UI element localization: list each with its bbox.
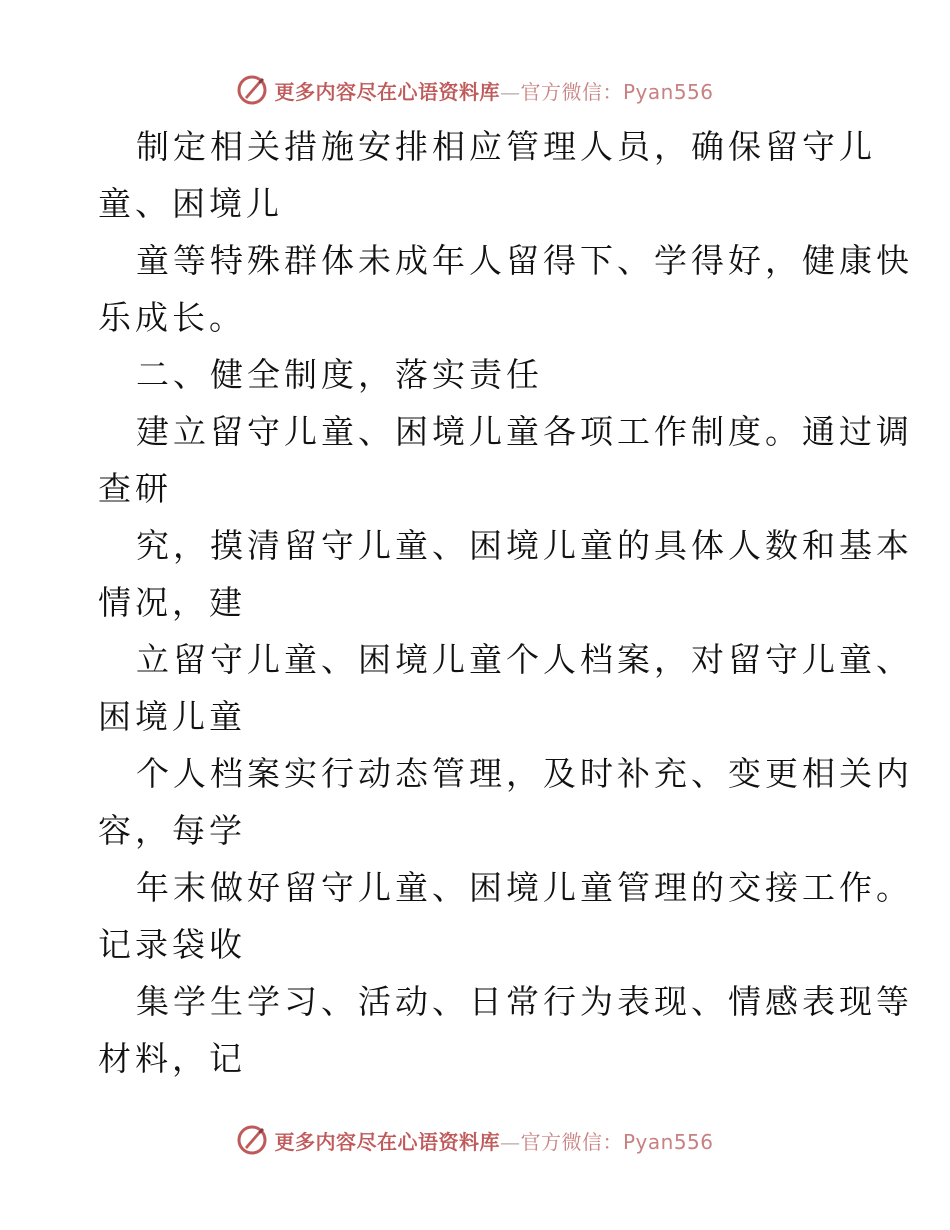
text-line: 年末做好留守儿童、困境儿童管理的交接工作。 — [136, 868, 913, 907]
text-line: 究，摸清留守儿童、困境儿童的具体人数和基本 — [136, 526, 913, 565]
text-line: 容，每学 — [98, 811, 246, 850]
text-line: 情况，建 — [98, 583, 246, 622]
watermark-site: 更多内容尽在心语资料库 — [274, 1129, 500, 1154]
text-line: 童、困境儿 — [98, 184, 283, 223]
footer-watermark — [0, 1120, 950, 1160]
text-line: 困境儿童 — [98, 697, 246, 736]
watermark-wechat-id: Pyan556 — [622, 79, 714, 104]
text-line: 个人档案实行动态管理，及时补充、变更相关内 — [136, 754, 913, 793]
text-line: 二、健全制度，落实责任 — [136, 355, 543, 394]
watermark-separator: — — [499, 79, 521, 104]
watermark-wechat-label: 官方微信： — [520, 79, 623, 104]
watermark-wechat-id: Pyan556 — [622, 1129, 714, 1154]
watermark-site: 更多内容尽在心语资料库 — [274, 79, 500, 104]
text-line: 制定相关措施安排相应管理人员，确保留守儿 — [136, 127, 876, 166]
document-body — [98, 118, 913, 1087]
text-line: 立留守儿童、困境儿童个人档案，对留守儿童、 — [136, 640, 913, 679]
text-line: 乐成长。 — [98, 298, 246, 337]
text-line: 集学生学习、活动、日常行为表现、情感表现等 — [136, 982, 913, 1021]
text-line: 记录袋收 — [98, 925, 246, 964]
watermark-text — [274, 1126, 713, 1155]
watermark-text — [274, 76, 713, 105]
quill-logo-icon — [236, 1124, 268, 1156]
text-line: 建立留守儿童、困境儿童各项工作制度。通过调 — [136, 412, 913, 451]
text-line: 查研 — [98, 469, 172, 508]
header-watermark — [0, 70, 950, 110]
text-line: 童等特殊群体未成年人留得下、学得好，健康快 — [136, 241, 913, 280]
watermark-wechat-label: 官方微信： — [520, 1129, 623, 1154]
text-line: 材料，记 — [98, 1039, 246, 1078]
quill-logo-icon — [236, 74, 268, 106]
watermark-separator: — — [499, 1129, 521, 1154]
